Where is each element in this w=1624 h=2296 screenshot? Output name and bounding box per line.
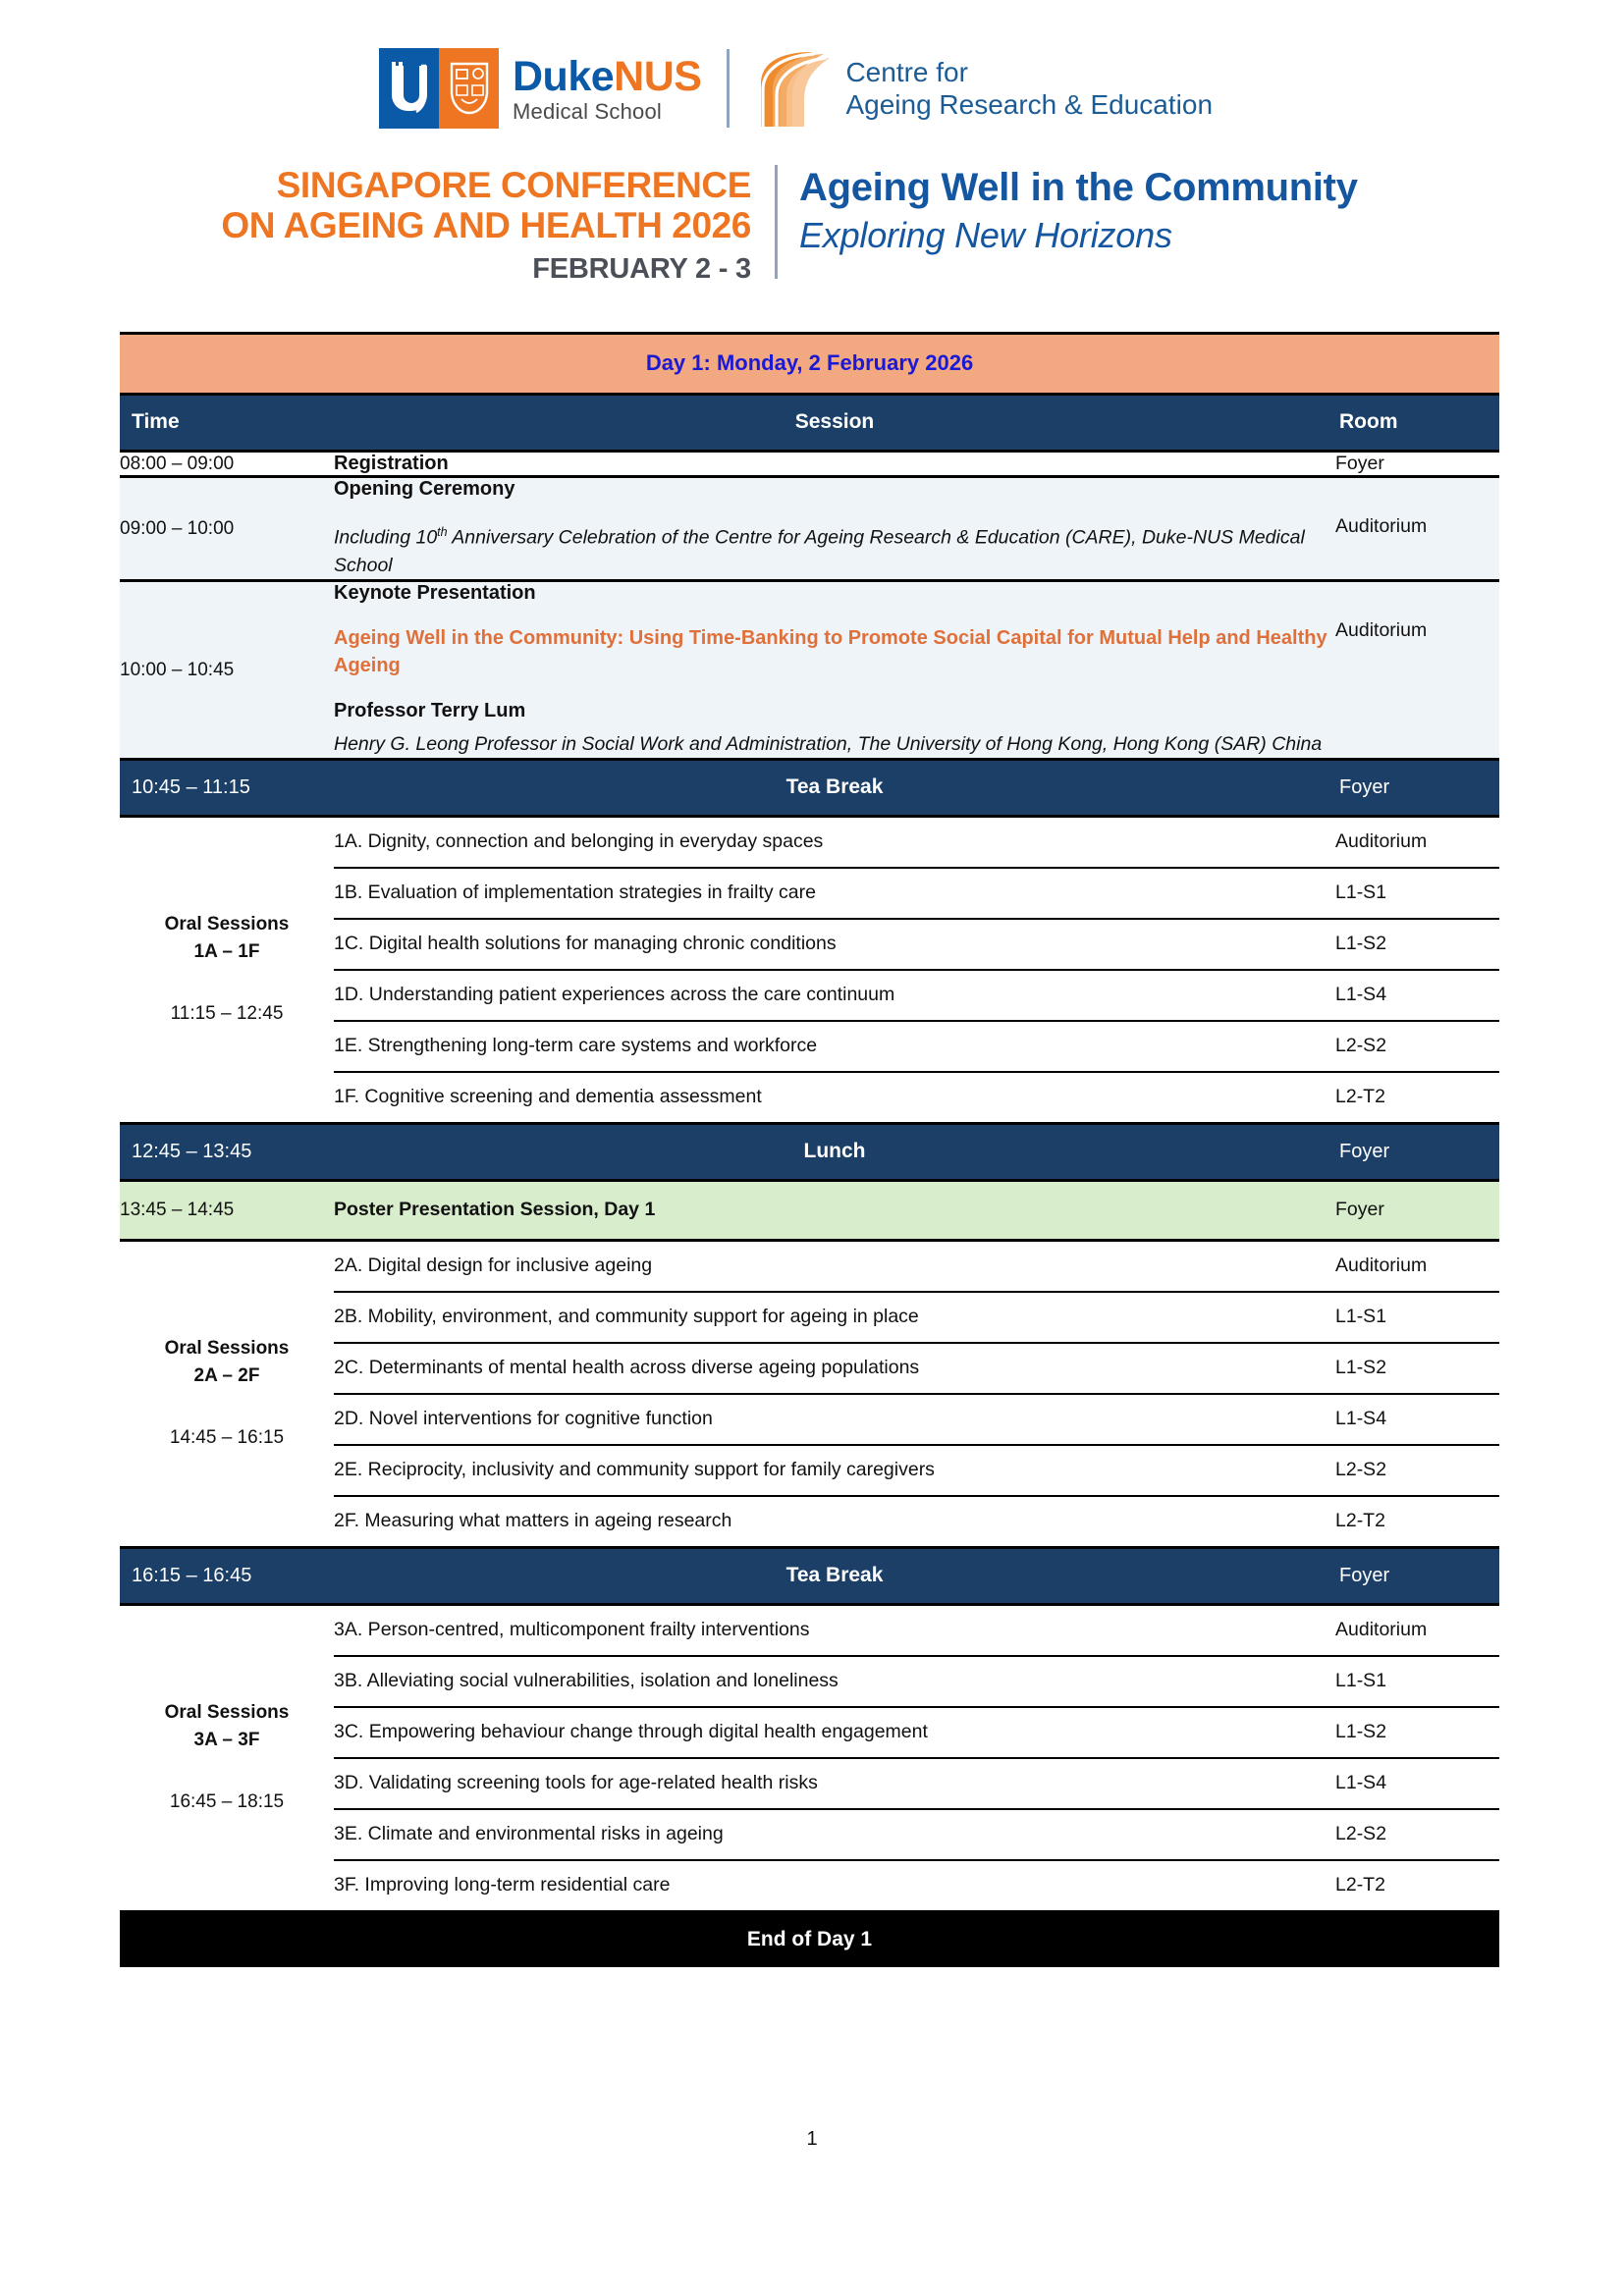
tea-break-1-time: 10:45 – 11:15 xyxy=(120,760,334,817)
keynote-speaker: Professor Terry Lum xyxy=(334,699,526,721)
session-title: 2C. Determinants of mental health across diverse ageing populations xyxy=(334,1343,1335,1394)
opening-detail-ordinal: th xyxy=(437,525,448,539)
oral-group-2-time: 14:45 – 16:15 xyxy=(169,1426,285,1448)
session-room: L1-S2 xyxy=(1335,1707,1499,1758)
page-number: 1 xyxy=(806,2128,818,2150)
conference-title-row xyxy=(0,165,1624,286)
column-header-room: Room xyxy=(1335,395,1499,452)
oral-group-1-range: 1A – 1F xyxy=(193,941,260,963)
keynote-affiliation: Henry G. Leong Professor in Social Work and Administration, The University of Hong Kong, Hong Kong (SAR) China xyxy=(334,732,1323,755)
session-room: L2-S2 xyxy=(1335,1445,1499,1496)
day-banner-label: Day 1: Monday, 2 February 2026 xyxy=(120,334,1499,395)
conference-title-left xyxy=(103,165,751,286)
session-room: L1-S2 xyxy=(1335,1343,1499,1394)
theme-main: Ageing Well in the Community xyxy=(799,166,1358,209)
opening-title: Opening Ceremony xyxy=(334,478,515,500)
keynote-label: Keynote Presentation xyxy=(334,582,536,605)
session-room: Auditorium xyxy=(1335,1241,1499,1293)
table-row xyxy=(120,760,1499,817)
session-title: 2D. Novel interventions for cognitive function xyxy=(334,1394,1335,1445)
oral-group-3-label xyxy=(120,1605,334,1912)
session-room: L1-S2 xyxy=(1335,919,1499,970)
care-line-1: Centre for xyxy=(845,56,968,87)
session-room: Auditorium xyxy=(1335,1605,1499,1657)
logo-row xyxy=(379,44,1213,133)
session-room: L1-S4 xyxy=(1335,970,1499,1021)
day1-schedule-table xyxy=(120,332,1499,1967)
opening-detail-post: Anniversary Celebration of the Centre for Ageing Research & Education (CARE), Duke-NUS Medical School xyxy=(334,526,1305,576)
nus-crest-icon xyxy=(439,48,499,129)
tea-break-2-session: Tea Break xyxy=(334,1548,1335,1605)
table-row xyxy=(120,1605,1499,1657)
session-room: L2-S2 xyxy=(1335,1021,1499,1072)
session-title: 3E. Climate and environmental risks in ageing xyxy=(334,1809,1335,1860)
session-room: L1-S4 xyxy=(1335,1394,1499,1445)
tea-break-2-room: Foyer xyxy=(1335,1548,1499,1605)
keynote-session xyxy=(334,581,1335,760)
care-logo xyxy=(755,50,1213,127)
lunch-room: Foyer xyxy=(1335,1124,1499,1181)
oral-group-3-title: Oral Sessions xyxy=(164,1701,290,1723)
table-row xyxy=(120,1181,1499,1241)
session-room: L1-S4 xyxy=(1335,1758,1499,1809)
table-row xyxy=(120,452,1499,477)
lunch-session: Lunch xyxy=(334,1124,1335,1181)
keynote-room: Auditorium xyxy=(1335,581,1499,760)
oral-group-2-range: 2A – 2F xyxy=(193,1365,260,1387)
opening-room: Auditorium xyxy=(1335,477,1499,581)
conference-dates: FEBRUARY 2 - 3 xyxy=(532,252,751,285)
title-divider xyxy=(775,165,778,279)
session-room: L2-T2 xyxy=(1335,1860,1499,1912)
column-header-session: Session xyxy=(334,395,1335,452)
oral-group-2-title: Oral Sessions xyxy=(164,1337,290,1359)
care-swoosh-icon xyxy=(755,50,830,127)
nus-word: NUS xyxy=(614,53,702,100)
poster-time: 13:45 – 14:45 xyxy=(120,1181,334,1241)
session-title: 3C. Empowering behaviour change through digital health engagement xyxy=(334,1707,1335,1758)
session-title: 1B. Evaluation of implementation strategies in frailty care xyxy=(334,868,1335,919)
session-room: L2-S2 xyxy=(1335,1809,1499,1860)
session-room: L2-T2 xyxy=(1335,1072,1499,1124)
session-title: 2A. Digital design for inclusive ageing xyxy=(334,1241,1335,1293)
oral-group-3-time: 16:45 – 18:15 xyxy=(169,1790,285,1812)
table-row xyxy=(120,817,1499,869)
conference-name-line-2: ON AGEING AND HEALTH 2026 xyxy=(221,205,751,246)
duke-shield-icon xyxy=(379,48,439,129)
theme-subtitle: Exploring New Horizons xyxy=(799,215,1172,255)
duke-nus-logo xyxy=(379,48,701,129)
oral-group-2-label xyxy=(120,1241,334,1548)
session-title: 1D. Understanding patient experiences across the care continuum xyxy=(334,970,1335,1021)
column-header-time: Time xyxy=(120,395,334,452)
session-room: L1-S1 xyxy=(1335,1656,1499,1707)
session-title: 3F. Improving long-term residential care xyxy=(334,1860,1335,1912)
keynote-time: 10:00 – 10:45 xyxy=(120,581,334,760)
care-wordmark xyxy=(845,56,1213,121)
session-room: L1-S1 xyxy=(1335,1292,1499,1343)
session-title: 1E. Strengthening long-term care systems and workforce xyxy=(334,1021,1335,1072)
duke-word: Duke xyxy=(513,53,615,100)
session-title: 2F. Measuring what matters in ageing research xyxy=(334,1496,1335,1548)
oral-group-3-range: 3A – 3F xyxy=(193,1730,260,1751)
poster-room: Foyer xyxy=(1335,1181,1499,1241)
opening-session xyxy=(334,477,1335,581)
session-title: 3D. Validating screening tools for age-related health risks xyxy=(334,1758,1335,1809)
opening-detail xyxy=(334,523,1335,579)
session-title: 1A. Dignity, connection and belonging in everyday spaces xyxy=(334,817,1335,869)
session-title: 1C. Digital health solutions for managing chronic conditions xyxy=(334,919,1335,970)
registration-session: Registration xyxy=(334,452,1335,477)
tea-break-1-room: Foyer xyxy=(1335,760,1499,817)
day-banner-row xyxy=(120,334,1499,395)
conference-name-line-1: SINGAPORE CONFERENCE xyxy=(276,165,751,205)
table-row xyxy=(120,1241,1499,1293)
opening-time: 09:00 – 10:00 xyxy=(120,477,334,581)
table-row xyxy=(120,1548,1499,1605)
opening-detail-pre: Including 10 xyxy=(334,526,438,549)
table-row xyxy=(120,477,1499,581)
registration-room: Foyer xyxy=(1335,452,1499,477)
end-of-day-row xyxy=(120,1912,1499,1968)
oral-group-1-title: Oral Sessions xyxy=(164,913,290,934)
table-row xyxy=(120,1124,1499,1181)
session-title: 1F. Cognitive screening and dementia assessment xyxy=(334,1072,1335,1124)
keynote-title: Ageing Well in the Community: Using Time-Banking to Promote Social Capital for Mutual Help and Healthy Ageing xyxy=(334,627,1327,677)
column-header-row xyxy=(120,395,1499,452)
session-title: 2E. Reciprocity, inclusivity and community support for family caregivers xyxy=(334,1445,1335,1496)
session-title: 3A. Person-centred, multicomponent frailty interventions xyxy=(334,1605,1335,1657)
session-room: L1-S1 xyxy=(1335,868,1499,919)
conference-theme xyxy=(799,165,1358,256)
oral-group-1-time: 11:15 – 12:45 xyxy=(170,1002,284,1024)
tea-break-1-session: Tea Break xyxy=(334,760,1335,817)
duke-nus-subtitle: Medical School xyxy=(513,99,662,124)
table-row xyxy=(120,581,1499,760)
end-of-day-label: End of Day 1 xyxy=(120,1912,1499,1968)
logo-divider xyxy=(727,49,730,128)
session-room: Auditorium xyxy=(1335,817,1499,869)
session-title: 3B. Alleviating social vulnerabilities, isolation and loneliness xyxy=(334,1656,1335,1707)
page-header xyxy=(0,0,1624,314)
session-room: L2-T2 xyxy=(1335,1496,1499,1548)
poster-session: Poster Presentation Session, Day 1 xyxy=(334,1181,1335,1241)
session-title: 2B. Mobility, environment, and community support for ageing in place xyxy=(334,1292,1335,1343)
duke-nus-wordmark xyxy=(513,54,701,123)
lunch-time: 12:45 – 13:45 xyxy=(120,1124,334,1181)
duke-nus-shield-mark xyxy=(379,48,499,129)
registration-time: 08:00 – 09:00 xyxy=(120,452,334,477)
tea-break-2-time: 16:15 – 16:45 xyxy=(120,1548,334,1605)
oral-group-1-label xyxy=(120,817,334,1124)
care-line-2: Ageing Research & Education xyxy=(845,89,1214,120)
